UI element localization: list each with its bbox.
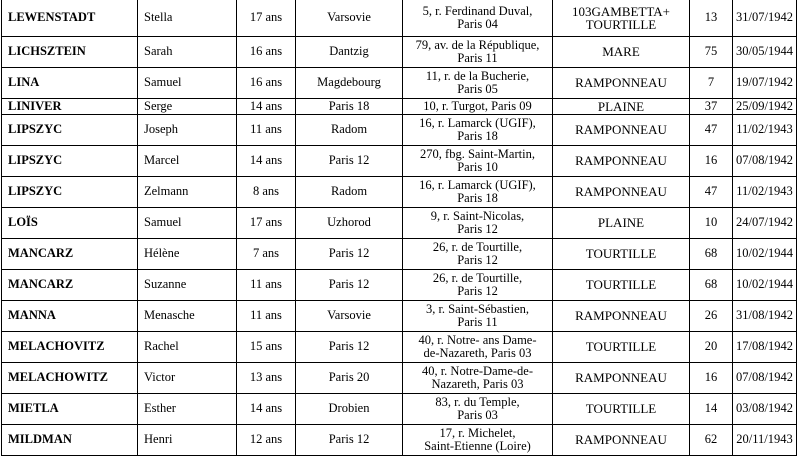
address-line: Nazareth, Paris 03 (431, 377, 524, 391)
address-line: Paris 03 (457, 408, 498, 422)
school-cell (553, 0, 690, 37)
address-line: 270, fbg. Saint-Martin, (420, 146, 535, 161)
first-name-cell: Sarah (138, 37, 237, 68)
birthplace-cell: Paris 12 (296, 239, 403, 270)
birthplace-cell: Dantzig (296, 37, 403, 68)
number-cell: 68 (690, 270, 733, 301)
address-line: 83, r. du Temple, (435, 394, 520, 409)
deportation-roster-table (1, 0, 797, 456)
school-cell (553, 332, 690, 363)
last-name-cell: LINIVER (2, 99, 138, 115)
last-name-cell: MANCARZ (2, 239, 138, 270)
address-line: Paris 04 (457, 17, 498, 31)
address-line: 16, r. Lamarck (UGIF), (419, 115, 536, 130)
address-cell (403, 68, 553, 99)
school-line: MARE (602, 44, 640, 60)
last-name-cell: MILDMAN (2, 425, 138, 456)
birthplace-cell: Paris 12 (296, 270, 403, 301)
address-line: Paris 18 (457, 191, 498, 205)
address-cell (403, 177, 553, 208)
address-line: Paris 12 (457, 253, 498, 267)
birthplace-cell: Paris 12 (296, 332, 403, 363)
first-name-cell: Rachel (138, 332, 237, 363)
table-row (2, 301, 797, 332)
first-name-cell: Henri (138, 425, 237, 456)
address-cell (403, 425, 553, 456)
address-line: Paris 18 (457, 129, 498, 143)
age-cell: 14 ans (237, 394, 296, 425)
address-cell (403, 0, 553, 37)
school-line: 103GAMBETTA+ (571, 3, 670, 19)
last-name-cell: LIPSZYC (2, 146, 138, 177)
school-line: PLAINE (597, 215, 645, 231)
address-line: de-Nazareth, Paris 03 (423, 346, 532, 360)
age-cell: 11 ans (237, 301, 296, 332)
first-name-cell: Menasche (138, 301, 237, 332)
birthplace-cell: Radom (296, 115, 403, 146)
number-cell: 16 (690, 146, 733, 177)
school-cell (553, 208, 690, 239)
address-line: 10, r. Turgot, Paris 09 (423, 98, 532, 113)
birthplace-cell: Varsovie (296, 301, 403, 332)
first-name-cell: Marcel (138, 146, 237, 177)
age-cell: 11 ans (237, 115, 296, 146)
birthplace-cell: Radom (296, 177, 403, 208)
table-row (2, 37, 797, 68)
table-row (2, 425, 797, 456)
address-line: 16, r. Lamarck (UGIF), (419, 177, 536, 192)
table-row (2, 270, 797, 301)
age-cell: 13 ans (237, 363, 296, 394)
birthplace-cell: Paris 18 (296, 99, 403, 115)
school-cell (553, 146, 690, 177)
school-cell (553, 301, 690, 332)
school-line: TOURTILLE (585, 277, 657, 293)
school-cell (553, 394, 690, 425)
table-row (2, 115, 797, 146)
number-cell: 13 (690, 0, 733, 37)
school-line: TOURTILLE (585, 401, 657, 417)
number-cell: 7 (690, 68, 733, 99)
age-cell: 16 ans (237, 37, 296, 68)
date-cell: 11/02/1943 (733, 115, 797, 146)
address-line: Saint-Etienne (Loire) (424, 439, 531, 453)
address-cell (403, 115, 553, 146)
address-cell (403, 37, 553, 68)
address-line: 5, r. Ferdinand Duval, (422, 3, 533, 18)
number-cell: 16 (690, 363, 733, 394)
table-row (2, 99, 797, 115)
number-cell: 68 (690, 239, 733, 270)
school-line: TOURTILLE (585, 17, 657, 32)
address-line: 17, r. Michelet, (439, 425, 516, 440)
school-cell (553, 115, 690, 146)
last-name-cell: LICHSZTEIN (2, 37, 138, 68)
number-cell: 37 (690, 99, 733, 115)
last-name-cell: MANNA (2, 301, 138, 332)
number-cell: 10 (690, 208, 733, 239)
address-line: Paris 10 (457, 160, 498, 174)
address-line: Paris 11 (457, 51, 498, 65)
age-cell: 12 ans (237, 425, 296, 456)
last-name-cell: MANCARZ (2, 270, 138, 301)
address-line: 11, r. de la Bucherie, (425, 68, 530, 83)
roster-body (2, 0, 797, 456)
school-cell (553, 99, 690, 115)
age-cell: 14 ans (237, 99, 296, 115)
address-line: 40, r. Notre- ans Dame- (418, 332, 537, 347)
school-cell (553, 177, 690, 208)
age-cell: 16 ans (237, 68, 296, 99)
age-cell: 14 ans (237, 146, 296, 177)
first-name-cell: Suzanne (138, 270, 237, 301)
number-cell: 62 (690, 425, 733, 456)
school-line: RAMPONNEAU (575, 75, 667, 91)
date-cell: 31/08/1942 (733, 301, 797, 332)
school-cell (553, 270, 690, 301)
number-cell: 47 (690, 115, 733, 146)
date-cell: 24/07/1942 (733, 208, 797, 239)
birthplace-cell: Varsovie (296, 0, 403, 37)
address-line: 40, r. Notre-Dame-de- (421, 363, 534, 378)
age-cell: 8 ans (237, 177, 296, 208)
school-line: PLAINE (597, 98, 645, 114)
first-name-cell: Zelmann (138, 177, 237, 208)
number-cell: 20 (690, 332, 733, 363)
age-cell: 17 ans (237, 208, 296, 239)
school-cell (553, 68, 690, 99)
last-name-cell: LIPSZYC (2, 177, 138, 208)
school-line: RAMPONNEAU (575, 122, 667, 138)
first-name-cell: Esther (138, 394, 237, 425)
first-name-cell: Samuel (138, 68, 237, 99)
first-name-cell: Victor (138, 363, 237, 394)
school-line: RAMPONNEAU (575, 370, 667, 386)
date-cell: 10/02/1944 (733, 239, 797, 270)
table-row (2, 239, 797, 270)
number-cell: 14 (690, 394, 733, 425)
school-line: RAMPONNEAU (575, 308, 667, 324)
address-cell (403, 99, 553, 115)
school-cell (553, 37, 690, 68)
last-name-cell: LINA (2, 68, 138, 99)
last-name-cell: LEWENSTADT (2, 0, 138, 37)
first-name-cell: Serge (138, 99, 237, 115)
address-cell (403, 394, 553, 425)
age-cell: 17 ans (237, 0, 296, 37)
address-line: 79, av. de la République, (415, 37, 540, 52)
table-row (2, 363, 797, 394)
address-line: 9, r. Saint-Nicolas, (430, 208, 525, 223)
date-cell: 25/09/1942 (733, 99, 797, 115)
first-name-cell: Samuel (138, 208, 237, 239)
date-cell: 17/08/1942 (733, 332, 797, 363)
table-row (2, 394, 797, 425)
school-cell (553, 425, 690, 456)
last-name-cell: MELACHOVITZ (2, 332, 138, 363)
number-cell: 75 (690, 37, 733, 68)
date-cell: 11/02/1943 (733, 177, 797, 208)
birthplace-cell: Paris 12 (296, 425, 403, 456)
school-line: RAMPONNEAU (575, 432, 667, 448)
address-cell (403, 363, 553, 394)
number-cell: 47 (690, 177, 733, 208)
address-cell (403, 301, 553, 332)
address-line: 26, r. de Tourtille, (432, 239, 523, 254)
date-cell: 20/11/1943 (733, 425, 797, 456)
last-name-cell: LOÏS (2, 208, 138, 239)
date-cell: 30/05/1944 (733, 37, 797, 68)
table-row (2, 332, 797, 363)
birthplace-cell: Uzhorod (296, 208, 403, 239)
date-cell: 10/02/1944 (733, 270, 797, 301)
date-cell: 03/08/1942 (733, 394, 797, 425)
school-line: TOURTILLE (585, 339, 657, 355)
date-cell: 07/08/1942 (733, 363, 797, 394)
age-cell: 11 ans (237, 270, 296, 301)
age-cell: 15 ans (237, 332, 296, 363)
first-name-cell: Hélène (138, 239, 237, 270)
school-line: RAMPONNEAU (575, 184, 667, 200)
table-row (2, 146, 797, 177)
address-cell (403, 208, 553, 239)
table-row (2, 208, 797, 239)
birthplace-cell: Drobien (296, 394, 403, 425)
table-row (2, 177, 797, 208)
address-cell (403, 270, 553, 301)
first-name-cell: Stella (138, 0, 237, 37)
birthplace-cell: Paris 20 (296, 363, 403, 394)
first-name-cell: Joseph (138, 115, 237, 146)
table-row (2, 68, 797, 99)
school-cell (553, 363, 690, 394)
birthplace-cell: Paris 12 (296, 146, 403, 177)
address-cell (403, 239, 553, 270)
address-line: Paris 05 (457, 82, 498, 96)
address-line: Paris 12 (457, 222, 498, 236)
address-line: 26, r. de Tourtille, (432, 270, 523, 285)
last-name-cell: MELACHOWITZ (2, 363, 138, 394)
address-line: Paris 11 (457, 315, 498, 329)
table-row (2, 0, 797, 37)
school-line: TOURTILLE (585, 246, 657, 262)
address-cell (403, 332, 553, 363)
birthplace-cell: Magdebourg (296, 68, 403, 99)
date-cell: 31/07/1942 (733, 0, 797, 37)
age-cell: 7 ans (237, 239, 296, 270)
address-line: 3, r. Saint-Sébastien, (425, 301, 530, 316)
address-cell (403, 146, 553, 177)
last-name-cell: LIPSZYC (2, 115, 138, 146)
school-line: RAMPONNEAU (575, 153, 667, 169)
last-name-cell: MIETLA (2, 394, 138, 425)
school-cell (553, 239, 690, 270)
address-line: Paris 12 (457, 284, 498, 298)
date-cell: 07/08/1942 (733, 146, 797, 177)
date-cell: 19/07/1942 (733, 68, 797, 99)
number-cell: 26 (690, 301, 733, 332)
